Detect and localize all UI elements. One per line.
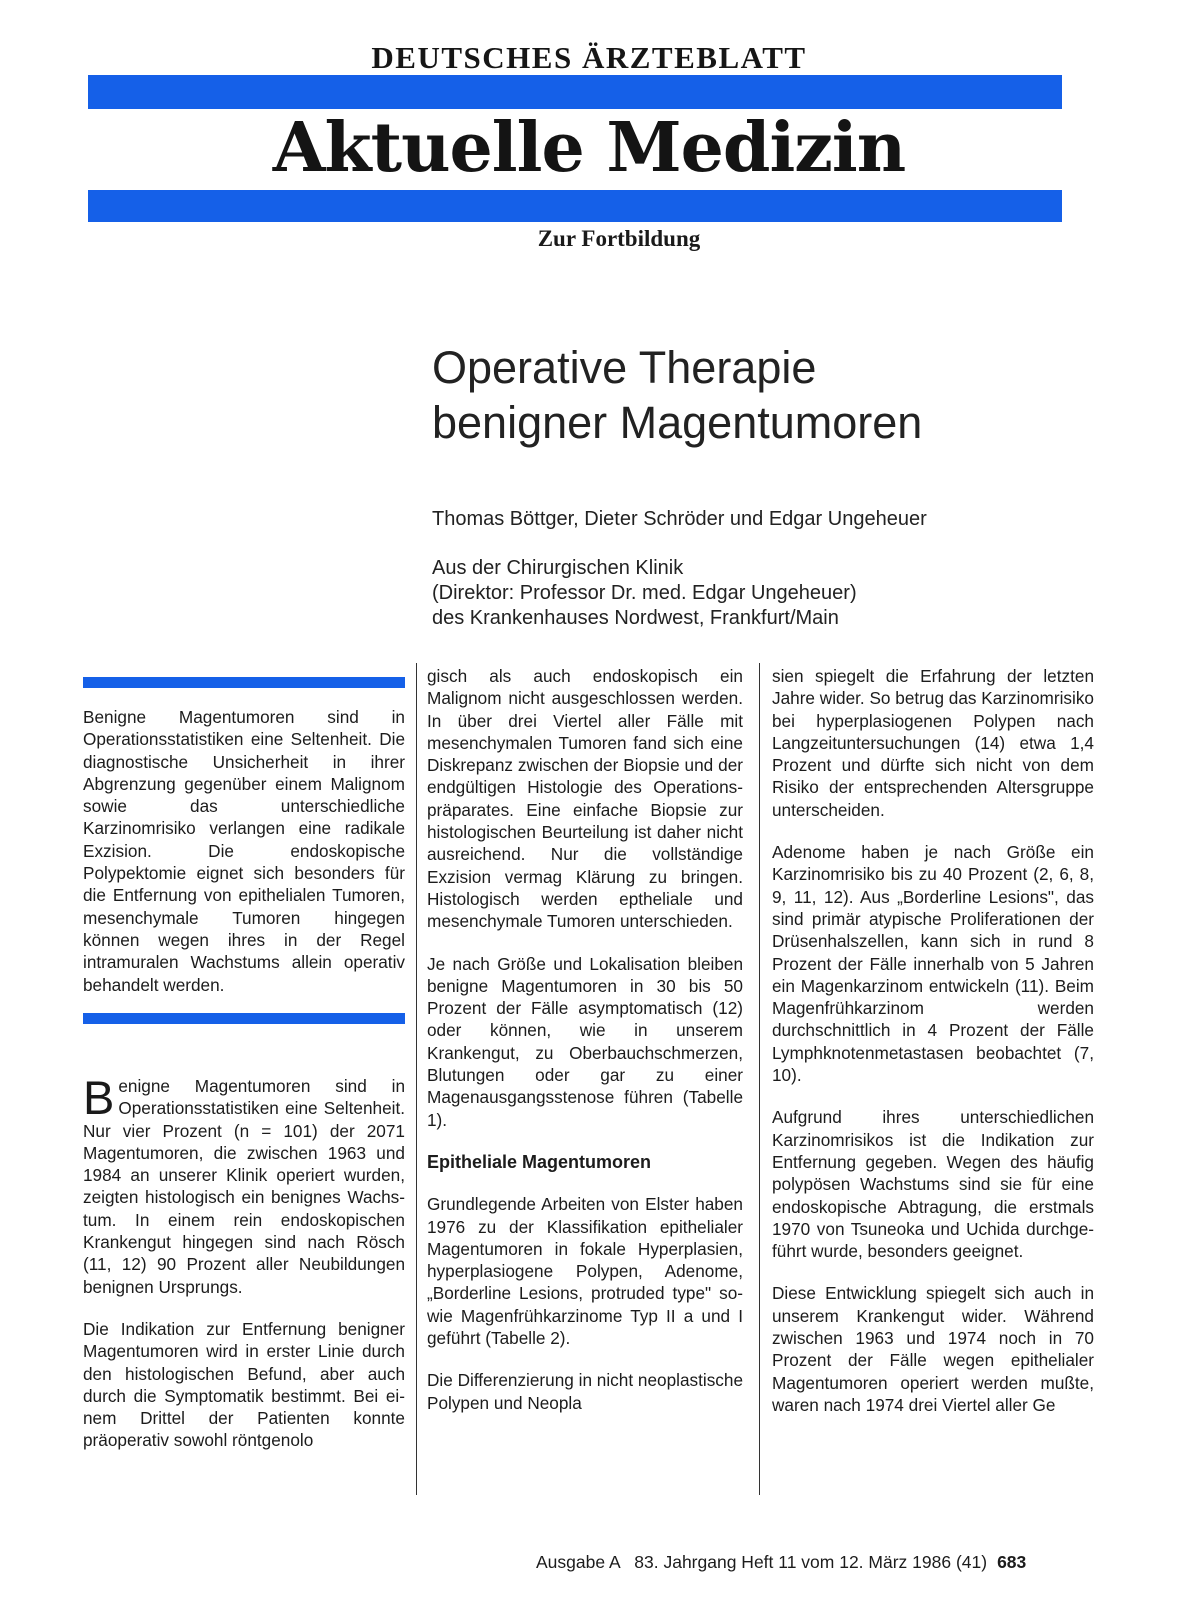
section-heading: Epitheliale Magentumoren	[427, 1151, 652, 1172]
column-2	[427, 665, 743, 1434]
affiliation-line-2: (Direktor: Professor Dr. med. Edgar Ungeheuer)	[432, 582, 857, 604]
paragraph: Die Indikation zur Entfernung benigner Magentumoren wird in erster Linie durch den histologischen Befund, aber auch durch die Symptomatik bestimmt. Bei einem Drittel der Patienten konnte präoperativ sowohl röntgenolo	[83, 1318, 405, 1451]
affiliation	[432, 556, 1132, 631]
abstract: Benigne Magentumoren sind in Operationsstatistiken eine Seltenheit. Die diagnostische Unsicherheit in ihrer Abgrenzung gegenüber einem Malignom sowie das unterschiedliche Karzinomrisiko verlangen eine radikale Exzision. Die endoskopische Polypektomie eignet sich besonders für die Entfernung von epithelialen Tumoren, mesenchymale Tumoren hingegen können wegen ihres in der Regel intramuralen Wachstums allein operativ behandelt werden.	[83, 707, 405, 995]
column-rule-1	[416, 663, 417, 1495]
column-1	[83, 1071, 405, 1472]
column-rule-2	[759, 663, 760, 1495]
top-blue-bar	[88, 75, 1062, 109]
title-line-1: Operative Therapie	[432, 342, 817, 393]
paragraph: Je nach Größe und Lokalisation bleiben benigne Magentumoren in 30 bis 50 Prozent der Fälle asymptomatisch (12) oder können, wie in unserem Krankengut, zu Oberbauchschmerzen, Blutungen oder gar zu einer Magenausgangsstenose führen (Tabelle 1).	[427, 953, 743, 1130]
paragraph: Adenome haben je nach Größe ein Karzinomrisiko bis zu 40 Prozent (2, 6, 8, 9, 11, 12). Aus „Borderline Lesions", das sind primär atypische Proliferationen der Drüsenhalszellen, kann sich in rund 8 Prozent der Fälle innerhalb von 5 Jahren ein Magenkarzinom entwickeln (11). Beim Magenfrühkarzinom werden durchschnittlich in 4 Prozent der Fälle Lymphknotenmetastasen beobachtet (7, 10).	[772, 842, 1094, 1086]
affiliation-line-1: Aus der Chirurgischen Klinik	[432, 557, 684, 579]
paragraph: sien spiegelt die Erfahrung der letzten Jahre wider. So betrug das Karzinomrisiko bei hyperplasiogenen Polypen nach Langzeituntersuchungen (14) etwa 1,4 Prozent und dürfte sich nicht von dem Risiko der entsprechenden Altersgruppe unterscheiden.	[772, 666, 1094, 820]
section-title: Aktuelle Medizin	[272, 108, 906, 188]
paragraph: Die Differenzierung in nicht neoplastische Polypen und Neopla	[427, 1370, 743, 1413]
paragraph: Aufgrund ihres unterschiedlichen Karzinomrisikos ist die Indikation zur Entfernung gegeben. Wegen des häufig polypösen Wachstums sind sie für eine endoskopische Abtragung, die erstmals 1970 von Tsuneoka und Uchida durchgeführt wurde, besonders geeignet.	[772, 1107, 1094, 1262]
affiliation-line-3: des Krankenhauses Nordwest, Frankfurt/Main	[432, 607, 839, 629]
authors: Thomas Böttger, Dieter Schröder und Edgar Ungeheuer	[432, 508, 927, 530]
article-title	[432, 340, 1132, 450]
intro-text: enigne Magentumoren sind in Operationsstatistiken eine Seltenheit. Nur vier Prozent (n = 101) der 2071 Magentumoren, die zwischen 1963 und 1984 an unserer Klinik operiert wurden, zeigten histologisch ein benignes Wachstum. In einem rein endoskopischen Krankengut hingegen sind nach Rösch (11, 12) 90 Prozent aller Neubildungen benignen Ursprungs.	[83, 1076, 405, 1297]
paragraph: gisch als auch endoskopisch ein Malignom nicht ausgeschlossen werden. In über drei Viertel aller Fälle mit mesenchymalen Tumoren fand sich eine Diskrepanz zwischen der Biopsie und der endgültigen Histologie des Operationspräparates. Eine einfache Biopsie zur histologischen Beurteilung ist daher nicht ausreichend. Nur die vollständige Exzision vermag Klärung zu bringen. Histologisch werden eptheliale und mesenchymale Tumoren unterschieden.	[427, 666, 743, 932]
paragraph: Grundlegende Arbeiten von Elster haben 1976 zu der Klassifikation epithelialer Magentumoren in fokale Hyperplasien, hyperplasiogene Polypen, Adenome, „Borderline Lesions, protruded type" sowie Magenfrühkarzinome Typ II a und I geführt (Tabelle 2).	[427, 1194, 743, 1349]
bottom-blue-bar	[88, 190, 1062, 222]
title-line-2: benigner Magentumoren	[432, 397, 923, 448]
abstract-bottom-bar	[83, 1013, 405, 1024]
abstract-top-bar	[83, 677, 405, 688]
issue-info: Ausgabe A 83. Jahrgang Heft 11 vom 12. März 1986 (41)	[536, 1552, 988, 1572]
paragraph: Diese Entwicklung spiegelt sich auch in unserem Krankengut wider. Während zwischen 1963 und 1974 noch in 70 Prozent der Fälle wegen epithelialer Magentumoren operiert werden mußte, waren nach 1974 drei Viertel aller Ge	[772, 1283, 1094, 1415]
masthead: DEUTSCHES ÄRZTEBLATT	[371, 40, 807, 75]
column-3	[772, 665, 1094, 1436]
drop-cap: B	[83, 1071, 115, 1124]
page-footer	[536, 1552, 1026, 1573]
intro-paragraph	[83, 1071, 405, 1298]
rubric: Zur Fortbildung	[537, 226, 701, 251]
page-number: 683	[997, 1552, 1027, 1572]
